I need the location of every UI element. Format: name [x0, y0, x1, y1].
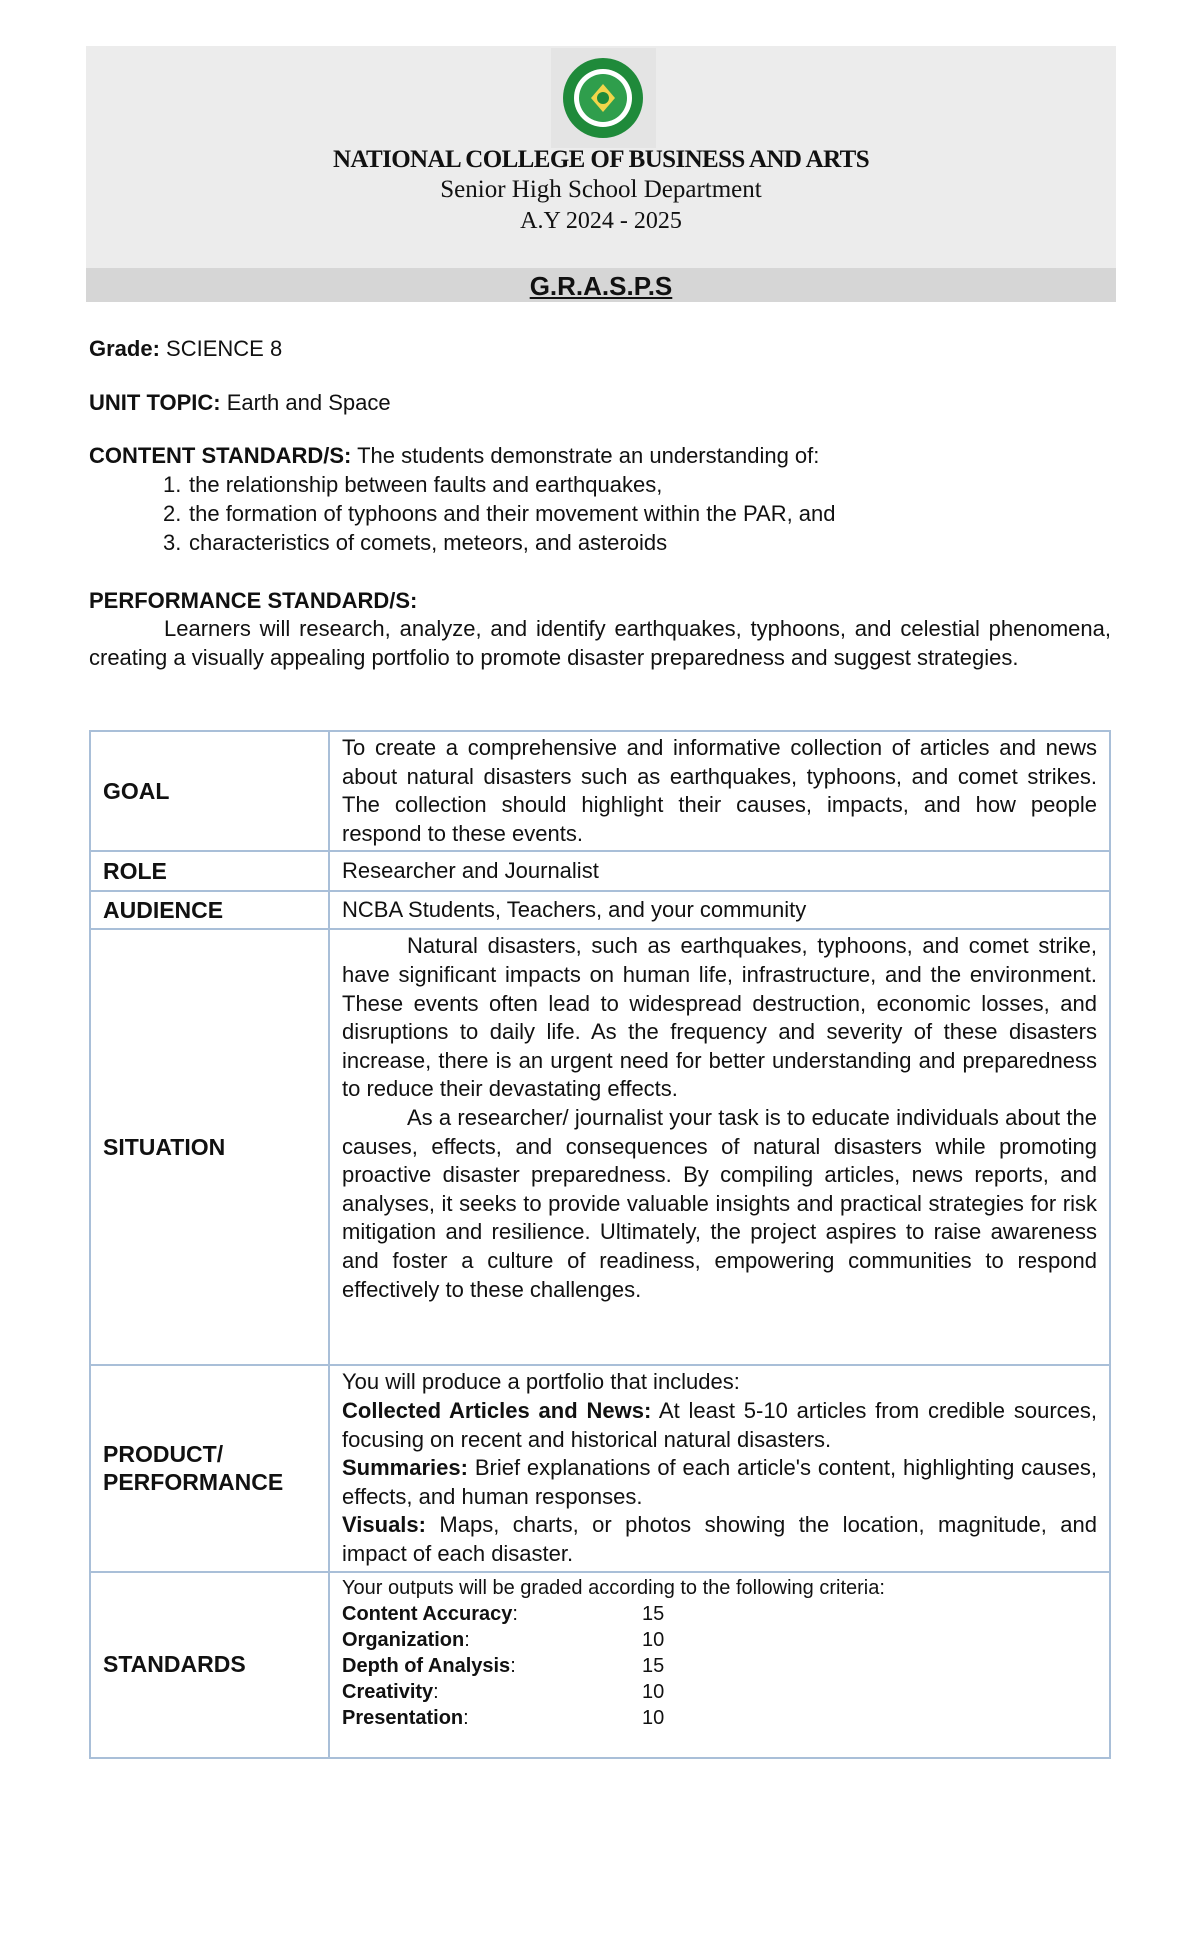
criterion-points: 10 [642, 1706, 665, 1729]
product-item-key: Visuals: [342, 1512, 426, 1538]
unit-topic-label: UNIT TOPIC: [89, 390, 221, 415]
criterion-name: Creativity: [342, 1680, 439, 1703]
content-standard-list [89, 470, 836, 557]
criterion-points: 10 [642, 1628, 665, 1651]
content-standard-intro: The students demonstrate an understanding of: [351, 443, 820, 468]
table-row-role [90, 851, 1110, 891]
table-row-situation [90, 929, 1110, 1365]
criterion-name: Presentation: [342, 1706, 469, 1729]
criterion-points: 15 [642, 1602, 665, 1625]
situation-label: SITUATION [90, 929, 329, 1365]
list-item [89, 528, 836, 557]
product-label-line: PERFORMANCE [103, 1469, 284, 1496]
table-row-audience [90, 891, 1110, 929]
audience-text: NCBA Students, Teachers, and your community [329, 891, 1110, 929]
list-number: 2. [163, 501, 182, 526]
situation-paragraph: Natural disasters, such as earthquakes, typhoons, and comet strike, have significant impacts on human life, infrastructure, and the environment. These events often lead to widespread destruction, economic losses, and disruptions to daily life. As the frequency and severity of these disasters increase, there is an urgent need for better understanding and preparedness to reduce their devastating effects. [342, 933, 1097, 1102]
academic-year: A.Y 2024 - 2025 [520, 208, 682, 234]
criterion-name: Organization: [342, 1628, 470, 1651]
performance-standard-label: PERFORMANCE STANDARD/S: [89, 588, 418, 613]
table-row-goal [90, 731, 1110, 851]
unit-topic-field [89, 388, 391, 417]
content-standard-label: CONTENT STANDARD/S: [89, 443, 352, 468]
criterion-points: 15 [642, 1654, 665, 1677]
criterion-name: Content Accuracy: [342, 1602, 518, 1625]
unit-topic-value: Earth and Space [220, 390, 391, 415]
product-item-key: Collected Articles and News: [342, 1397, 652, 1423]
role-label: ROLE [90, 851, 329, 891]
audience-label: AUDIENCE [90, 891, 329, 929]
document-title-bar [86, 268, 1116, 302]
college-name: NATIONAL COLLEGE OF BUSINESS AND ARTS [332, 146, 870, 173]
document-title: G.R.A.S.P.S [529, 271, 673, 301]
product-item-text: At least 5-10 articles from credible sources, focusing on recent and historical natural disasters. [342, 1397, 1097, 1452]
standards-label: STANDARDS [90, 1572, 329, 1758]
list-item [342, 1454, 1097, 1511]
list-text: the formation of typhoons and their movement within the PAR, and [189, 501, 836, 526]
standards-cell [329, 1572, 1110, 1758]
content-standard-field [89, 441, 819, 470]
header-band [86, 46, 1116, 268]
product-label-line: PRODUCT/ [103, 1440, 224, 1467]
product-cell [329, 1365, 1110, 1571]
role-text: Researcher and Journalist [329, 851, 1110, 891]
criterion-name: Depth of Analysis: [342, 1654, 516, 1677]
list-item [89, 499, 836, 528]
list-number: 1. [163, 472, 182, 497]
list-number: 3. [163, 530, 182, 555]
product-intro: You will produce a portfolio that includes: [342, 1369, 740, 1395]
list-text: the relationship between faults and earthquakes, [189, 472, 663, 497]
college-seal-logo [551, 48, 656, 148]
list-item [342, 1511, 1097, 1568]
grade-field [89, 334, 282, 363]
table-row-standards [90, 1572, 1110, 1758]
criteria-list [342, 1601, 1097, 1731]
situation-paragraph: As a researcher/ journalist your task is to educate individuals about the causes, effects, and consequences of natural disasters while promoting proactive disaster preparedness. By compiling articles, news reports, and analyses, it seeks to provide valuable insights and practical strategies for risk mitigation and resilience. Ultimately, the project aspires to raise awareness and foster a culture of readiness, empowering communities to respond effectively to these challenges. [342, 1104, 1097, 1302]
performance-standard-field [89, 586, 417, 615]
list-item [89, 470, 836, 499]
grasps-table [89, 730, 1111, 1759]
standards-intro: Your outputs will be graded according to the following criteria: [342, 1576, 885, 1599]
product-item-text: Maps, charts, or photos showing the location, magnitude, and impact of each disaster. [342, 1512, 1097, 1566]
list-text: characteristics of comets, meteors, and asteroids [189, 530, 668, 555]
product-item-key: Summaries: [342, 1455, 468, 1481]
product-item-text: Brief explanations of each article's content, highlighting causes, effects, and human responses. [342, 1455, 1097, 1509]
table-row-product [90, 1365, 1110, 1571]
grade-value: SCIENCE 8 [159, 336, 283, 361]
goal-text: To create a comprehensive and informative collection of articles and news about natural disasters such as earthquakes, typhoons, and comet strikes. The collection should highlight their causes, impacts, and how people respond to these events. [329, 731, 1110, 851]
situation-cell [329, 929, 1110, 1365]
product-label [90, 1365, 329, 1571]
performance-standard-text: Learners will research, analyze, and identify earthquakes, typhoons, and celestial phenomena, creating a visually appealing portfolio to promote disaster preparedness and suggest strategies. [89, 616, 1111, 670]
goal-label: GOAL [90, 731, 329, 851]
grade-label: Grade: [89, 336, 160, 361]
criterion-points: 10 [642, 1680, 665, 1703]
list-item [342, 1397, 1097, 1454]
department-name: Senior High School Department [440, 176, 762, 203]
